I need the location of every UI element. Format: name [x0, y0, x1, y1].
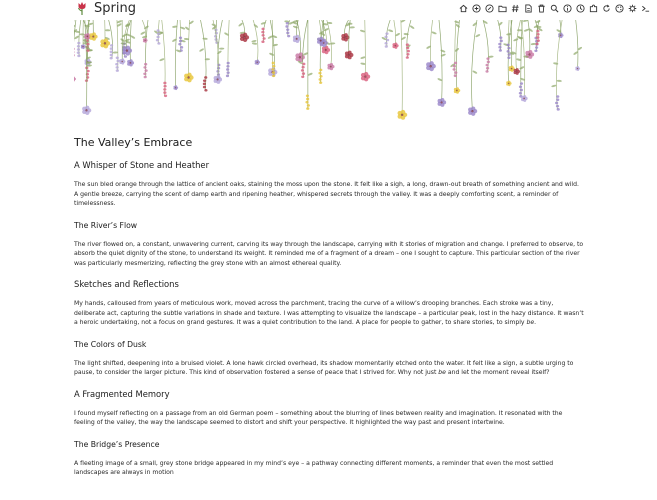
puzzle-icon[interactable] — [588, 3, 598, 13]
section-paragraph: A fleeting image of a small, grey stone bridge appeared in my mind’s eye – a pathway connecting different moments, a reminder that even the most settled landscapes are always in motion — [74, 459, 554, 476]
app-brand[interactable] — [76, 1, 136, 16]
section-paragraph — [74, 299, 584, 328]
plus-circle-icon[interactable] — [471, 3, 481, 13]
app-title: Spring — [94, 1, 136, 16]
paragraph-text: . — [534, 319, 537, 326]
section-paragraph: I found myself reflecting on a passage from an old German poem – something about the blurring of lines between reality and imagination. It resonated with the feeling of the valley, the way the landscape seemed to distort and shift your perspective. It highlighted the way past and present intertwine. — [74, 409, 563, 426]
palette-icon[interactable] — [614, 3, 624, 13]
header-banner-image — [74, 20, 582, 132]
emphasis-text: be — [438, 369, 446, 376]
section-paragraph — [74, 359, 584, 378]
hash-icon[interactable] — [510, 3, 520, 13]
top-bar — [0, 0, 657, 18]
page-title: The Valley’s Embrace — [74, 136, 193, 149]
refresh-icon[interactable] — [601, 3, 611, 13]
file-icon[interactable] — [523, 3, 533, 13]
trash-icon[interactable] — [536, 3, 546, 13]
paragraph-text: My hands, calloused from years of meticulous work, moved across the parchment, tracing the curve of a willow’s drooping branches. Each stroke was a tiny, deliberate act, capturing the subtle variations in shade and texture. I was attempting to visualize the landscape – a particular peak, lost in the hazy distance. It wasn’t a heroic undertaking, not a focus on grand gestures. It was a quiet contribution to the land. A place for people to gather, to share stories, to simply — [74, 300, 584, 326]
search-icon[interactable] — [549, 3, 559, 13]
section-heading: The Bridge’s Presence — [74, 439, 160, 449]
section-heading: The River’s Flow — [74, 220, 138, 230]
clock-icon[interactable] — [575, 3, 585, 13]
article — [74, 136, 584, 489]
section-paragraph: The sun bled orange through the lattice of ancient oaks, staining the moss upon the stone. It felt like a sigh, a long, drawn-out breath of something ancient and wild. A gentle breeze, carrying the scent of damp earth and ripening heather, whispered secrets through the valley. It was a deeply comforting scent, a reminder of timelessness. — [74, 181, 579, 207]
tulip-icon — [76, 1, 88, 16]
section-heading: A Whisper of Stone and Heather — [74, 160, 210, 170]
home-icon[interactable] — [458, 3, 468, 13]
section-heading: A Fragmented Memory — [74, 388, 170, 399]
pen-icon[interactable] — [484, 3, 494, 13]
emphasis-text: be — [526, 319, 535, 326]
section-paragraph: The river flowed on, a constant, unwavering current, carving its way through the landscape, carrying with it stories of migration and change. I preferred to observe, to absorb the quiet dignity of the stone, to understand its weight. It reminded me of a fragment of a dream – one I sought to capture. This particular section of the river was particularly mesmerizing, reflecting the grey stone with an almost ethereal quality. — [74, 240, 584, 267]
terminal-icon[interactable] — [640, 3, 650, 13]
section-heading: Sketches and Reflections — [74, 279, 179, 289]
toolbar — [458, 3, 650, 13]
info-icon[interactable] — [562, 3, 572, 13]
gear-icon[interactable] — [627, 3, 637, 13]
wildflower-illustration — [74, 20, 582, 132]
paragraph-text: and let the moment reveal itself? — [445, 369, 550, 376]
folder-icon[interactable] — [497, 3, 507, 13]
section-heading: The Colors of Dusk — [74, 339, 147, 349]
paragraph-text: The light shifted, deepening into a bruised violet. A lone hawk circled overhead, its shadow momentarily etched onto the water. It felt like a sign, a subtle urging to pause, to consider the larger picture. This kind of observation fostered a sense of peace that I strived for. Why not just — [74, 359, 574, 376]
